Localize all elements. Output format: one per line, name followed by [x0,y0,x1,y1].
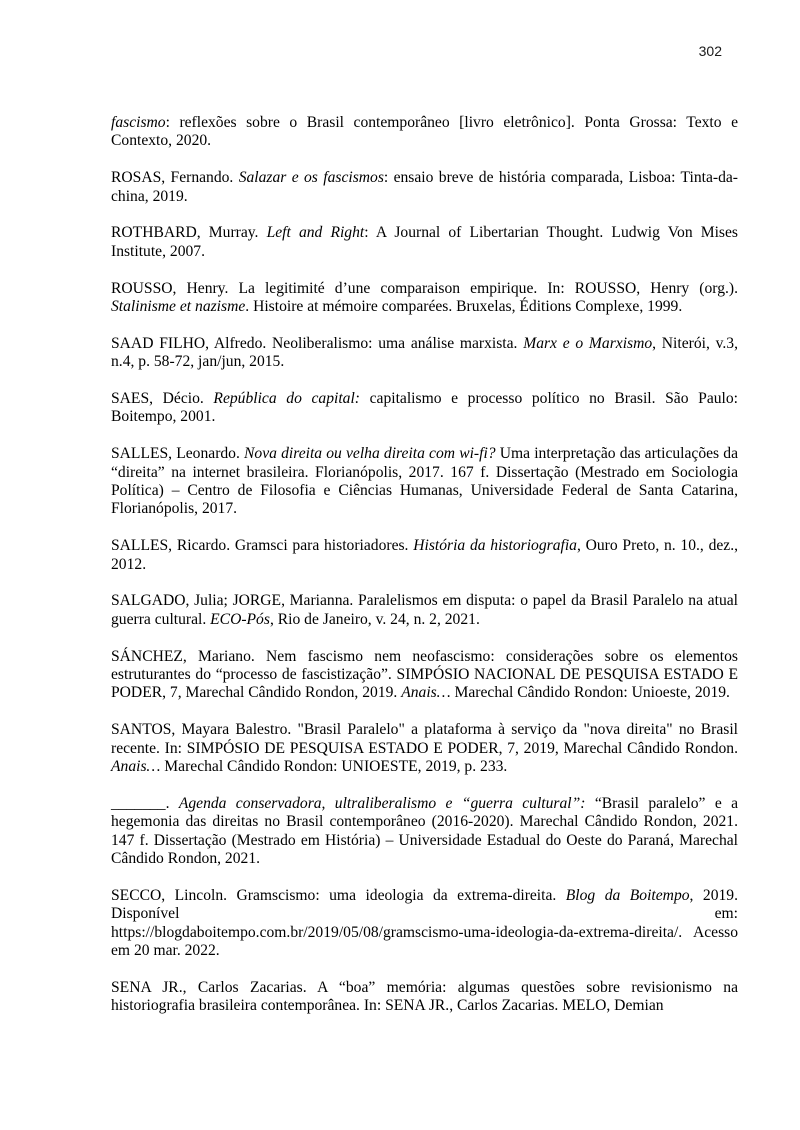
reference-entry [111,280,738,317]
reference-entry [111,887,738,961]
reference-title-segment: Nova direita ou velha direita com wi-fi? [244,445,496,463]
reference-text-segment: SENA JR., Carlos Zacarias. A “boa” memória: algumas questões sobre revisionismo na historiografia brasileira contemporânea. In: SENA JR., Carlos Zacarias. MELO, Demian [111,978,738,1015]
reference-text-segment: , Rio de Janeiro, v. 24, n. 2, 2021. [269,610,480,628]
reference-text-segment: , Ouro Preto, n. 10., dez., 2012. [111,537,739,573]
reference-list [111,114,738,1034]
reference-text-segment: ROTHBARD, Murray. [111,224,267,242]
reference-entry [111,795,738,869]
reference-text-segment: , Niterói, v.3, n.4, p. 58-72, jan/jun, 2015. [111,334,738,371]
reference-text-segment: : reflexões sobre o Brasil contemporâneo [livro eletrônico]. Ponta Grossa: Texto e Contexto, 2020. [111,114,738,150]
reference-title-segment: Marx e o Marxismo [523,334,653,352]
reference-text-segment: Acesso em 20 mar. 2022. [111,923,738,960]
reference-title-segment: Left and Right [266,224,365,242]
reference-text-segment: SALLES, Ricardo. Gramsci para historiadores. [111,537,414,555]
reference-text-segment: SAAD FILHO, Alfredo. Neoliberalismo: uma análise marxista. [111,334,524,352]
reference-text-segment: , 2019. Disponível em: [111,886,739,923]
reference-title-segment: ECO-Pós [210,610,270,628]
reference-title-segment: Salazar e os fascismos [238,169,384,187]
reference-text-segment: Marechal Cândido Rondon: UNIOESTE, 2019, p. 233. [160,758,508,776]
reference-text-segment: capitalismo e processo político no Brasil. São Paulo: Boitempo, 2001. [111,390,738,426]
reference-entry [111,648,738,703]
reference-title-segment: História da historiografia [413,537,577,555]
reference-entry [111,114,738,151]
reference-title-segment: Agenda conservadora, ultraliberalismo e “guerra cultural”: [178,794,586,812]
reference-entry [111,169,738,206]
reference-text-segment: SANTOS, Mayara Balestro. "Brasil Paralelo" a plataforma à serviço da "nova direita" no Brasil recente. In: SIMPÓSIO DE PESQUISA ESTADO E PODER, 7, 2019, Marechal Cândido Rondon. [111,721,738,757]
reference-text-segment: ROSAS, Fernando. [111,169,239,187]
reference-entry [111,721,738,776]
reference-text-segment: SALGADO, Julia; JORGE, Marianna. Paralelismos em disputa: o papel da Brasil Paralelo na atual guerra cultural. [111,592,738,628]
reference-title-segment: fascismo [111,114,166,131]
reference-text-segment: SECCO, Lincoln. Gramscismo: uma ideologia da extrema-direita. [111,886,566,904]
reference-entry [111,335,738,372]
reference-text-segment: _______. [111,794,179,812]
reference-text-segment: SÁNCHEZ, Mariano. Nem fascismo nem neofascismo: considerações sobre os elementos estruturantes do “processo de fascistização”. SIMPÓSIO NACIONAL DE PESQUISA ESTADO E PODER, 7, Marechal Cândido Rondon, 2019. [111,647,738,702]
reference-entry [111,390,738,427]
reference-text-segment: : ensaio breve de história comparada, Lisboa: Tinta-da-china, 2019. [111,169,738,205]
reference-entry [111,224,738,261]
page-number: 302 [698,43,722,59]
reference-title-segment: Stalinisme et nazisme [111,298,246,316]
reference-entry [111,592,738,629]
reference-title-segment: Blog da Boitempo [565,886,690,904]
reference-title-segment: Anais… [111,758,161,776]
reference-entry [111,979,738,1016]
reference-text-segment: SALLES, Leonardo. [111,445,245,463]
reference-text-segment: https://blogdaboitempo.com.br/2019/05/08/gramscismo-uma-ideologia-da-extrema-direita/. [111,923,683,941]
reference-text-segment: “Brasil paralelo” e a hegemonia das direitas no Brasil contemporâneo (2016-2020). Marechal Cândido Rondon, 2021. 147 f. Dissertação (Mestrado em História) – Universidade Estadual do Oeste do Paraná, Marechal Cândido Rondon, 2021. [111,794,739,868]
reference-text-segment: . Histoire at mémoire comparées. Bruxelas, Éditions Complexe, 1999. [245,298,683,316]
reference-text-segment: Uma interpretação das articulações da “direita” na internet brasileira. Florianópolis, 2017. 167 f. Dissertação (Mestrado em Sociologia Política) – Centro de Filosofia e Ciências Humanas, Universidade Federal de Santa Catarina, Florianópolis, 2017. [111,445,738,518]
reference-text-segment: SAES, Décio. [111,390,214,408]
reference-text-segment: : A Journal of Libertarian Thought. Ludwig Von Mises Institute, 2007. [111,224,738,260]
reference-text-segment: ROUSSO, Henry. La legitimité d’une comparaison empirique. In: ROUSSO, Henry (org.). [111,279,738,297]
reference-title-segment: Anais… [401,684,451,702]
reference-text-segment: Marechal Cândido Rondon: Unioeste, 2019. [450,684,730,702]
reference-title-segment: República do capital: [213,390,360,408]
reference-entry [111,445,738,519]
reference-entry [111,537,738,574]
